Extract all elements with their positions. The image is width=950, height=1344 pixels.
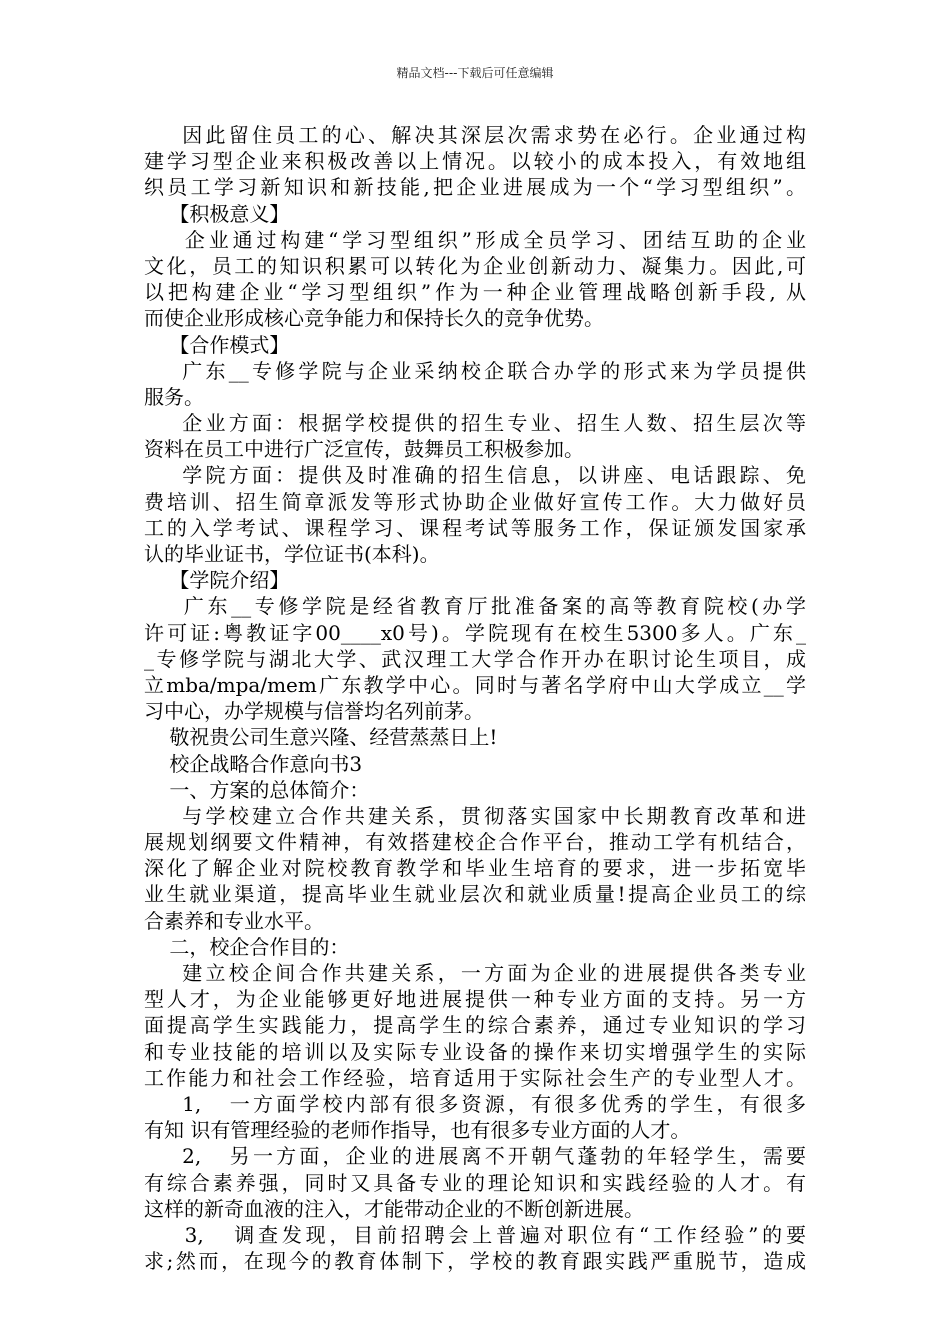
text-line: _专修学院与湖北大学、武汉理工大学合作开办在职讨论生项目，成	[144, 646, 806, 671]
text-line: 企业方面：根据学校提供的招生专业、招生人数、招生层次等	[144, 411, 806, 436]
page-header: 精品文档---下载后可任意编辑	[396, 66, 554, 80]
text-line: 广东__专修学院与企业采纳校企联合办学的形式来为学员提供	[144, 358, 806, 383]
text-line: 企业通过构建“学习型组织”形成全员学习、团结互助的企业	[144, 227, 806, 252]
text-line: 业生就业渠道，提高毕业生就业层次和就业质量!提高企业员工的综	[144, 882, 806, 907]
text-line: 而使企业形成核心竞争能力和保持长久的竞争优势。	[144, 306, 604, 331]
text-line: 建立校企间合作共建关系，一方面为企业的进展提供各类专业	[144, 961, 806, 985]
text-line: 资料在员工中进行广泛宣传，鼓舞员工积极参加。	[144, 437, 584, 462]
text-line: 广东__专修学院是经省教育厅批准备案的高等教育院校(办学	[144, 594, 806, 619]
text-line: 3, 调查发现，目前招聘会上普遍对职位有“工作经验”的要	[144, 1222, 806, 1247]
text-line: 文化，员工的知识积累可以转化为企业创新动力、凝集力。因此,可	[144, 253, 806, 278]
text-line: 建学习型企业来积极改善以上情况。以较小的成本投入，有效地组	[144, 149, 806, 174]
text-line: 敬祝贵公司生意兴隆、经营蒸蒸日上!	[144, 725, 498, 750]
text-line: 【学院介绍】	[144, 568, 290, 593]
text-line: 以把构建企业“学习型组织”作为一种企业管理战略创新手段, 从	[144, 280, 806, 305]
text-line: 校企战略合作意向书3	[144, 751, 363, 776]
text-line: 合素养和专业水平。	[144, 908, 324, 933]
text-line: 有知 识有管理经验的老师作指导，也有很多专业方面的人才。	[144, 1118, 691, 1143]
text-line: 立mba/mpa/mem广东教学中心。同时与著名学府中山大学成立__学	[144, 672, 806, 697]
text-line: 和专业技能的培训以及实际专业设备的操作来切实增强学生的实际	[144, 1039, 806, 1064]
text-line: 有综合素养强，同时又具备专业的理论知识和实践经验的人才。有	[144, 1170, 806, 1195]
text-line: 二，校企合作目的：	[144, 934, 350, 959]
text-line: 许可证:粤教证字00____x0号)。学院现有在校生5300多人。广东_	[144, 620, 806, 645]
text-line: 工的入学考试、课程学习、课程考试等服务工作，保证颁发国家承	[144, 515, 806, 540]
text-line: 1, 一方面学校内部有很多资源，有很多优秀的学生，有很多	[144, 1091, 806, 1116]
text-line: 2, 另一方面，企业的进展离不开朝气蓬勃的年轻学生，需要	[144, 1144, 806, 1169]
text-line: 这样的新奇血液的注入，才能带动企业的不断创新进展。	[144, 1196, 644, 1221]
text-line: 认的毕业证书，学位证书(本科)。	[144, 542, 440, 566]
text-line: 型人才，为企业能够更好地进展提供一种专业方面的支持。另一方	[144, 987, 806, 1012]
text-line: 费培训、招生简章派发等形式协助企业做好宣传工作。大力做好员	[144, 489, 806, 514]
text-line: 因此留住员工的心、解决其深层次需求势在必行。企业通过构	[144, 123, 806, 147]
text-line: 学院方面：提供及时准确的招生信息，以讲座、电话跟踪、免	[144, 463, 806, 488]
text-line: 【积极意义】	[144, 201, 290, 226]
text-line: 服务。	[144, 384, 204, 409]
text-line: 求;然而，在现今的教育体制下，学校的教育跟实践严重脱节，造成	[144, 1249, 806, 1274]
text-line: 【合作模式】	[144, 332, 290, 357]
text-line: 一、方案的总体简介：	[144, 777, 370, 802]
text-line: 与学校建立合作共建关系，贯彻落实国家中长期教育改革和进	[144, 803, 806, 828]
text-line: 深化了解企业对院校教育教学和毕业生培育的要求，进一步拓宽毕	[144, 856, 806, 881]
text-line: 面提高学生实践能力，提高学生的综合素养，通过专业知识的学习	[144, 1013, 806, 1038]
text-line: 展规划纲要文件精神，有效搭建校企合作平台，推动工学有机结合，	[144, 830, 806, 855]
text-line: 工作能力和社会工作经验，培育适用于实际社会生产的专业型人才。	[144, 1065, 806, 1090]
text-line: 习中心，办学规模与信誉均名列前茅。	[144, 699, 484, 724]
document-body	[144, 122, 806, 1274]
text-line: 织员工学习新知识和新技能,把企业进展成为一个“学习型组织”。	[144, 175, 806, 200]
